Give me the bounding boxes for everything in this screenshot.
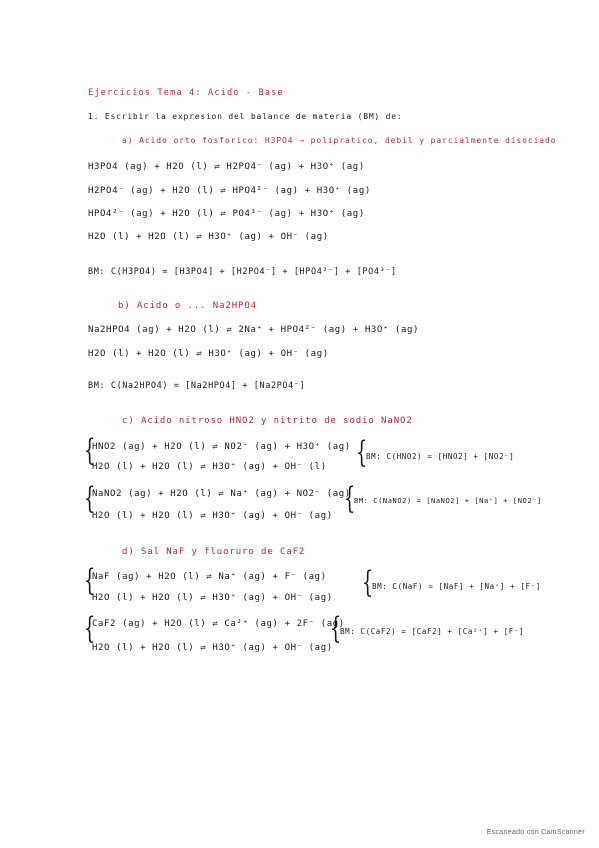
section-a-eq-3: HPO4²⁻ (ag) + H2O (l) ⇌ PO4³⁻ (ag) + H3O⁺ (ag) [88, 209, 365, 219]
section-a-heading: a) Acido orto fosforico: H3PO4 → polipratico, debil y parcialmente disociado [122, 136, 557, 145]
section-d-balance-1: BM: C(NaF) = [NaF] + [Na⁺] + [F⁻] [372, 582, 541, 591]
page-title: Ejercicios Tema 4: Acido - Base [88, 88, 284, 98]
section-c-balance-2: BM: C(NaNO2) = [NaNO2] + [Na⁺] + [NO2⁻] [354, 497, 542, 505]
section-c-eq-4: H2O (l) + H2O (l) ⇌ H3O⁺ (ag) + OH⁻ (ag) [92, 511, 333, 521]
section-b-eq-1: Na2HPO4 (ag) + H2O (l) ⇌ 2Na⁺ + HPO4²⁻ (ag) + H3O⁺ (ag) [88, 325, 420, 335]
section-c-eq-1: HNO2 (ag) + H2O (l) ⇌ NO2⁻ (ag) + H3O⁺ (ag) [92, 442, 351, 452]
section-d-balance-2: BM: C(CaF2) = [CaF2] + [Ca²⁺] + [F⁻] [340, 627, 525, 636]
section-a-eq-4: H2O (l) + H2O (l) ⇌ H3O⁺ (ag) + OH⁻ (ag) [88, 232, 329, 242]
section-d-eq-3: CaF2 (ag) + H2O (l) ⇌ Ca²⁺ (ag) + 2F⁻ (ag) [92, 619, 345, 629]
section-c-eq-2: H2O (l) + H2O (l) ⇌ H3O⁺ (ag) + OH⁻ (l) [92, 462, 327, 472]
section-c-brace-2: { [83, 481, 96, 516]
section-d-brace-2: { [83, 611, 96, 646]
section-c-heading: c) Acido nitroso HNO2 y nitrito de sodio NaNO2 [122, 416, 413, 426]
section-d-eq-1: NaF (ag) + H2O (l) ⇌ Na⁺ (ag) + F⁻ (ag) [92, 572, 327, 582]
section-c-balance-1: BM: C(HNO2) = [HNO2] + [NO2⁻] [366, 452, 515, 461]
scanner-watermark: Escaneado con CamScanner [486, 829, 585, 836]
section-a-balance: BM: C(H3PO4) = [H3PO4] + [H2PO4⁻] + [HPO4²⁻] + [PO4³⁻] [88, 267, 397, 277]
section-b-eq-2: H2O (l) + H2O (l) ⇌ H3O⁺ (ag) + OH⁻ (ag) [88, 349, 329, 359]
section-b-balance: BM: C(Na2HPO4) = [Na2HPO4] + [Na2PO4⁻] [88, 381, 306, 391]
section-b-heading: b) Acido o ... Na2HPO4 [118, 301, 258, 311]
exercise-statement: 1. Escribir la expresion del balance de materia (BM) de: [88, 112, 403, 121]
section-c-bm-brace-1: { [355, 435, 368, 470]
section-d-eq-4: H2O (l) + H2O (l) ⇌ H3O⁺ (ag) + OH⁻ (ag) [92, 643, 333, 653]
section-a-eq-1: H3PO4 (ag) + H2O (l) ⇌ H2PO4⁻ (ag) + H3O⁺ (ag) [88, 162, 365, 172]
section-d-bm-brace-2: { [329, 611, 342, 646]
section-a-eq-2: H2PO4⁻ (ag) + H2O (l) ⇌ HPO4²⁻ (ag) + H3O⁺ (ag) [88, 186, 371, 196]
section-c-brace-1: { [83, 433, 96, 468]
section-d-heading: d) Sal NaF y fluoruro de CaF2 [122, 547, 306, 557]
section-d-bm-brace-1: { [361, 565, 374, 600]
section-c-bm-brace-2: { [343, 481, 356, 516]
section-d-eq-2: H2O (l) + H2O (l) ⇌ H3O⁺ (ag) + OH⁻ (ag) [92, 593, 333, 603]
section-c-eq-3: NaNO2 (ag) + H2O (l) ⇌ Na⁺ (ag) + NO2⁻ (ag) [92, 489, 351, 499]
section-d-brace-1: { [83, 563, 96, 598]
